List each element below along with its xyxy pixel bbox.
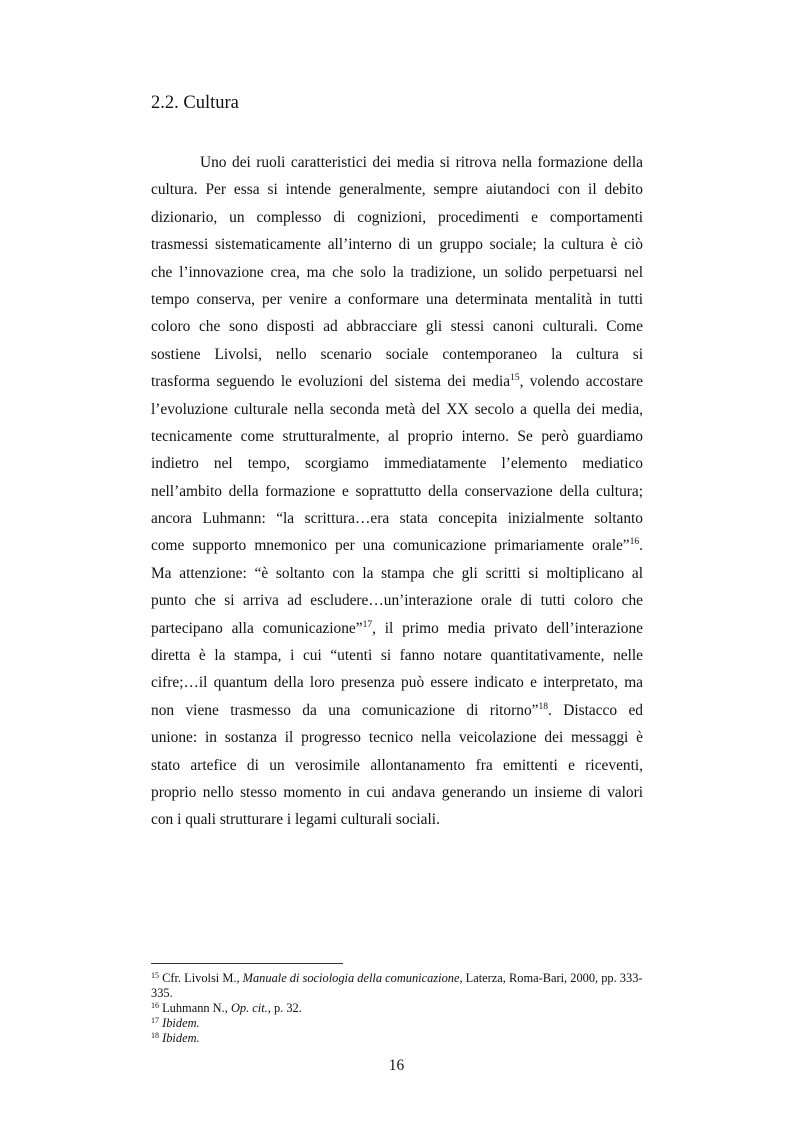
- section-heading: 2.2. Cultura: [151, 93, 239, 113]
- paragraph-line: [151, 450, 643, 477]
- line-text: tempo conserva, per venire a conformare una determinata mentalità in tutti: [151, 290, 643, 308]
- paragraph-line: [151, 587, 643, 614]
- paragraph-line: [151, 313, 643, 340]
- footnote-title: Ibidem.: [162, 1016, 200, 1030]
- paragraph-line: [151, 149, 643, 176]
- paragraph-line: [151, 478, 643, 505]
- paragraph-line: [151, 341, 643, 368]
- line-text: .: [639, 537, 643, 555]
- line-text: l’evoluzione culturale nella seconda metà del XX secolo a quella dei media,: [151, 400, 643, 418]
- paragraph-line: [151, 779, 643, 806]
- footnotes: [151, 971, 651, 1046]
- paragraph-line: [151, 669, 643, 696]
- page-number: 16: [388, 1057, 405, 1074]
- paragraph-line: [151, 231, 643, 258]
- line-text: proprio nello stesso momento in cui andava generando un insieme di valori: [151, 783, 643, 801]
- line-text: , volendo accostare: [519, 373, 643, 391]
- footnote-text: , Laterza, Roma-Bari, 2000, pp. 333-335.: [151, 971, 643, 1000]
- paragraph-line: [151, 752, 643, 779]
- paragraph-line: [151, 423, 643, 450]
- paragraph-line: [151, 560, 643, 587]
- paragraph-line: [151, 368, 643, 395]
- line-text: trasforma seguendo le evoluzioni del sistema dei media: [151, 373, 511, 391]
- line-text: ancora Luhmann: “la scrittura…era stata concepita inizialmente soltanto: [151, 510, 643, 528]
- line-text: unione: in sostanza il progresso tecnico nella veicolazione dei messaggi è: [151, 729, 643, 747]
- footnote: [151, 971, 651, 1001]
- line-text: cifre;…il quantum della loro presenza può essere indicato e interpretato, ma: [151, 674, 643, 692]
- footnote-number: 17: [151, 1016, 159, 1025]
- line-text: punto che si arriva ad escludere…un’interazione orale di tutti coloro che: [151, 592, 643, 610]
- line-text: sostiene Livolsi, nello scenario sociale contemporaneo la cultura si: [151, 345, 643, 363]
- line-text: Uno dei ruoli caratteristici dei media si ritrova nella formazione della: [200, 154, 643, 171]
- line-text: stato artefice di un verosimile allontanamento fra emittenti e riceventi,: [151, 756, 643, 774]
- paragraph-line: [151, 396, 643, 423]
- line-text: . Distacco ed: [547, 701, 643, 719]
- paragraph-line: [151, 615, 643, 642]
- body-paragraph: [151, 149, 643, 834]
- line-text: trasmessi sistematicamente all’interno di un gruppo sociale; la cultura è ciò: [151, 236, 643, 254]
- paragraph-line: [151, 176, 643, 203]
- line-text: , il primo media privato dell’interazione: [372, 619, 643, 637]
- line-text: con i quali strutturare i legami culturali sociali.: [151, 811, 440, 829]
- paragraph-line: [151, 532, 643, 559]
- paragraph-line: [151, 724, 643, 751]
- paragraph-line: [151, 204, 643, 231]
- paragraph-line: [151, 697, 643, 724]
- footnote-title: Op. cit.: [230, 1001, 268, 1015]
- footnote-separator: [151, 963, 343, 964]
- line-text: coloro che sono disposti ad abbracciare gli stessi canoni culturali. Come: [151, 318, 643, 336]
- footnote-number: 16: [151, 1001, 159, 1010]
- footnote-text: Cfr. Livolsi M.,: [159, 971, 243, 985]
- line-text: come supporto mnemonico per una comunicazione primariamente orale”: [151, 537, 630, 555]
- line-text: Ma attenzione: “è soltanto con la stampa che gli scritti si moltiplicano al: [151, 564, 643, 582]
- footnote-text: Luhmann N.,: [159, 1001, 231, 1015]
- paragraph-line: [151, 286, 643, 313]
- paragraph-line: [151, 642, 643, 669]
- footnote-text: , p. 32.: [267, 1001, 302, 1015]
- footnote-number: 18: [151, 1031, 159, 1040]
- line-text: che l’innovazione crea, ma che solo la tradizione, un solido perpetuarsi nel: [151, 263, 643, 281]
- paragraph-line: [151, 505, 643, 532]
- line-text: tecnicamente come strutturalmente, al proprio interno. Se però guardiamo: [151, 427, 643, 445]
- footnote-ref: 15: [510, 373, 520, 384]
- line-text: diretta è la stampa, i cui “utenti si fanno notare quantitativamente, nelle: [151, 647, 643, 665]
- footnote-ref: 18: [538, 701, 548, 712]
- paragraph-line: [151, 806, 643, 833]
- footnote: [151, 1031, 651, 1046]
- footnote-title: Ibidem.: [162, 1031, 200, 1045]
- line-text: cultura. Per essa si intende generalmente, sempre aiutandoci con il debito: [151, 181, 643, 199]
- footnote-title: Manuale di sociologia della comunicazione: [242, 971, 460, 985]
- footnote: [151, 1001, 651, 1016]
- line-text: partecipano alla comunicazione”: [151, 619, 363, 637]
- line-text: indietro nel tempo, scorgiamo immediatamente l’elemento mediatico: [151, 455, 643, 473]
- footnote-ref: 17: [362, 619, 373, 630]
- line-text: dizionario, un complesso di cognizioni, procedimenti e comportamenti: [151, 208, 643, 226]
- paragraph-line: [151, 259, 643, 286]
- footnote: [151, 1016, 651, 1031]
- line-text: nell’ambito della formazione e soprattutto della conservazione della cultura;: [151, 482, 643, 500]
- line-text: non viene trasmesso da una comunicazione di ritorno”: [151, 701, 539, 719]
- footnote-ref: 16: [629, 537, 640, 548]
- footnote-number: 15: [151, 971, 159, 980]
